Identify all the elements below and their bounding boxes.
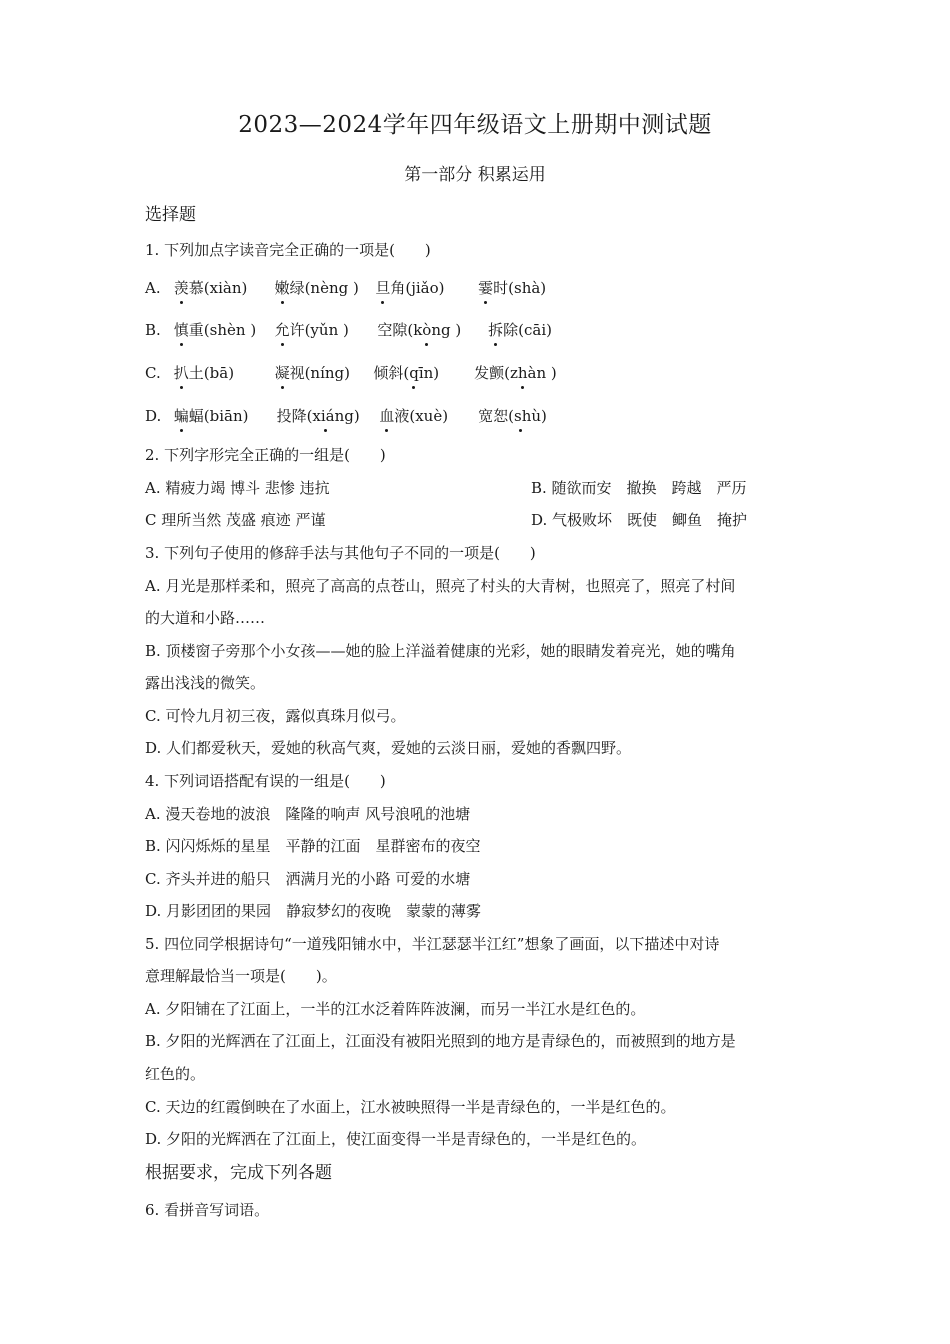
q1-d-word-1: 蝙蝠(biān) [174, 404, 272, 428]
q1-a-word-3: 旦角(jiǎo) [375, 276, 473, 300]
q1-option-c [145, 361, 815, 385]
q1-option-b [145, 318, 815, 342]
q4-option-a: A. 漫天卷地的波浪 隆隆的响声 风号浪吼的池塘 [145, 805, 471, 823]
question-4-stem: 4. 下列词语搭配有误的一组是( ) [145, 772, 386, 790]
q2-option-d: D. 气极败坏 既使 鲫鱼 掩护 [531, 511, 748, 529]
q1-d-word-4: 宽恕(shù) [478, 404, 547, 428]
option-label: C. [145, 364, 161, 382]
q1-a-word-2: 嫩绿(nèng ) [275, 276, 371, 300]
q1-c-word-2: 凝视(níng) [275, 361, 369, 385]
option-label: A. [145, 279, 161, 297]
q1-d-word-2: 投降(xiáng) [277, 404, 375, 428]
q5-option-c: C. 天边的红霞倒映在了水面上，江水被映照得一半是青绿色的，一半是红色的。 [145, 1098, 676, 1116]
question-2-stem: 2. 下列字形完全正确的一组是( ) [145, 446, 386, 464]
question-5-stem-line-2: 意理解最恰当一项是( )。 [145, 967, 337, 985]
q2-option-b: B. 随欲而安 撤换 跨越 严历 [531, 479, 747, 497]
q1-option-d [145, 404, 815, 428]
q1-c-word-3: 倾斜(qīn) [373, 361, 469, 385]
q4-option-c: C. 齐头并进的船只 洒满月光的小路 可爱的水塘 [145, 870, 471, 888]
q1-a-word-1: 羡慕(xiàn) [174, 276, 270, 300]
q3-option-b-line-1: B. 顶楼窗子旁那个小女孩——她的脸上洋溢着健康的光彩，她的眼睛发着亮光，她的嘴角 [145, 642, 736, 660]
q2-option-c: C 理所当然 茂盛 痕迹 严谨 [145, 511, 326, 529]
question-5-stem-line-1: 5. 四位同学根据诗句“一道残阳铺水中，半江瑟瑟半江红”想象了画面，以下描述中对诗 [145, 935, 720, 953]
q1-b-word-4: 拆除(cāi) [488, 318, 552, 342]
question-3-stem: 3. 下列句子使用的修辞手法与其他句子不同的一项是( ) [145, 544, 536, 562]
q5-option-d: D. 夕阳的光辉洒在了江面上，使江面变得一半是青绿色的，一半是红色的。 [145, 1130, 647, 1148]
q3-option-c: C. 可怜九月初三夜，露似真珠月似弓。 [145, 707, 406, 725]
q3-option-a-line-2: 的大道和小路…… [145, 609, 266, 627]
option-label: D. [145, 407, 162, 425]
q3-option-a-line-1: A. 月光是那样柔和，照亮了高高的点苍山，照亮了村头的大青树，也照亮了，照亮了村间 [145, 577, 736, 595]
q3-option-b-line-2: 露出浅浅的微笑。 [145, 674, 266, 692]
q3-option-d: D. 人们都爱秋天，爱她的秋高气爽，爱她的云淡日丽，爱她的香飘四野。 [145, 739, 632, 757]
q1-c-word-4: 发颤(zhàn ) [474, 361, 557, 385]
q1-a-word-4: 霎时(shà) [478, 276, 546, 300]
section-heading-requirements: 根据要求，完成下列各题 [145, 1163, 332, 1183]
question-1-stem: 1. 下列加点字读音完全正确的一项是( ) [145, 241, 431, 259]
q1-b-word-3: 空隙(kòng ) [377, 318, 483, 342]
q1-c-word-1: 扒土(bā) [174, 361, 270, 385]
q5-option-a: A. 夕阳铺在了江面上，一半的江水泛着阵阵波澜，而另一半江水是红色的。 [145, 1000, 646, 1018]
q1-option-a [145, 276, 815, 300]
part-heading: 第一部分 积累运用 [404, 165, 546, 185]
q1-d-word-3: 血液(xuè) [379, 404, 473, 428]
question-6-stem: 6. 看拼音写词语。 [145, 1201, 270, 1219]
q1-b-word-2: 允许(yǔn ) [275, 318, 373, 342]
q1-b-word-1: 慎重(shèn ) [174, 318, 270, 342]
section-heading-choice: 选择题 [145, 205, 196, 225]
option-label: B. [145, 321, 161, 339]
page-title: 2023—2024学年四年级语文上册期中测试题 [238, 112, 712, 138]
q2-option-a: A. 精疲力竭 博斗 悲惨 违抗 [145, 479, 330, 497]
q5-option-b-line-2: 红色的。 [145, 1065, 206, 1083]
q5-option-b-line-1: B. 夕阳的光辉洒在了江面上，江面没有被阳光照到的地方是青绿色的，而被照到的地方是 [145, 1032, 736, 1050]
q4-option-b: B. 闪闪烁烁的星星 平静的江面 星群密布的夜空 [145, 837, 481, 855]
q4-option-d: D. 月影团团的果园 静寂梦幻的夜晚 蒙蒙的薄雾 [145, 902, 482, 920]
